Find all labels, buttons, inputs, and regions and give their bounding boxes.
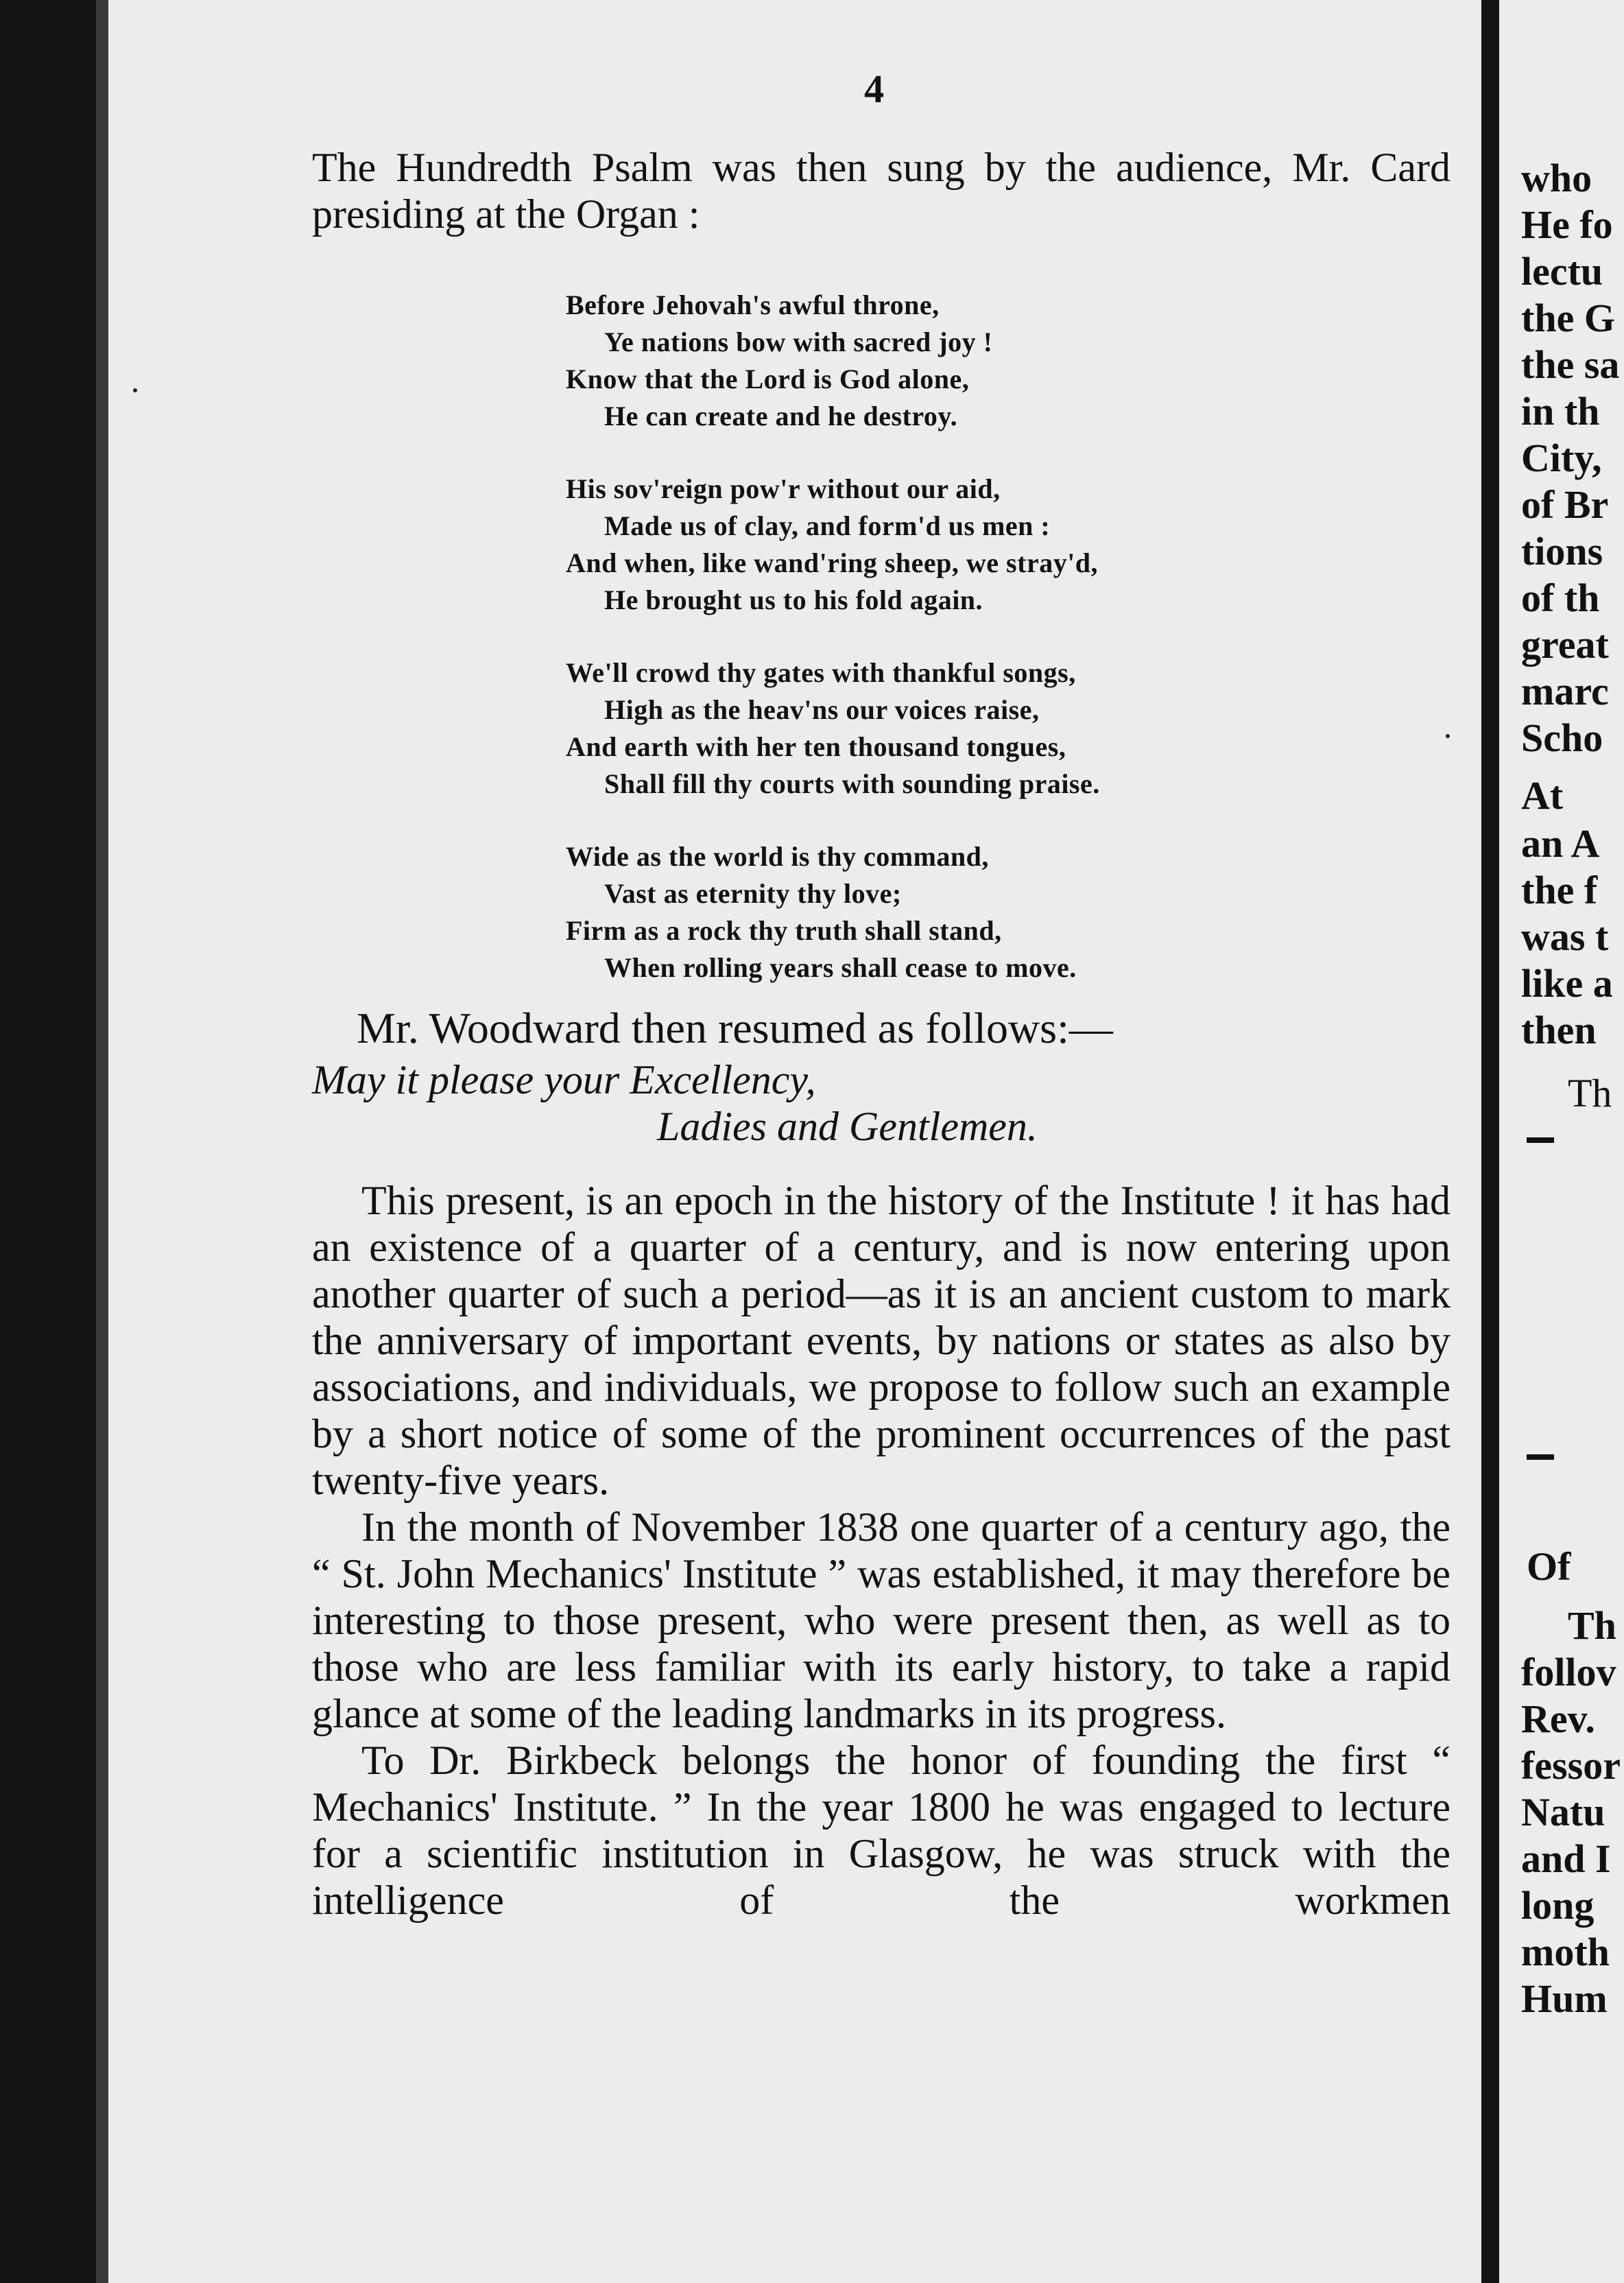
hymn-line: When rolling years shall cease to move. [604, 952, 1077, 983]
facing-line: marc [1521, 669, 1609, 713]
book-spine [0, 0, 96, 2283]
facing-line: an A [1521, 821, 1600, 866]
hymn-line: Vast as eternity thy love; [604, 878, 902, 909]
hymn-line: We'll crowd thy gates with thankful songs, [566, 657, 1076, 688]
facing-line: of th [1521, 576, 1600, 620]
salutation-excellency: May it please your Excellency, [312, 1057, 816, 1102]
facing-line: fessor [1521, 1743, 1621, 1788]
facing-line: in th [1521, 389, 1600, 434]
facing-line: City, [1521, 436, 1602, 480]
facing-line: tions [1521, 529, 1603, 573]
facing-line: He fo [1521, 202, 1613, 247]
facing-line: Hum [1521, 1976, 1608, 2021]
facing-line: the f [1521, 868, 1598, 912]
hymn-line: Know that the Lord is God alone, [566, 364, 970, 394]
hymn-line: Before Jehovah's awful throne, [566, 289, 940, 320]
facing-line: the sa [1521, 342, 1620, 387]
paragraph-founding: In the month of November 1838 one quarter of a century ago, the “ St. John Mechanics' Institute ” was established, it may therefore be interesting to those present, who were present then, as well as to those who are less familiar with its early history, to take a rapid glance at some of the leading landmarks in its progress. [312, 1504, 1450, 1736]
facing-line: Th [1568, 1603, 1616, 1648]
hymn-line: High as the heav'ns our voices raise, [604, 694, 1040, 725]
facing-line: Of [1527, 1544, 1571, 1589]
body-text [312, 1177, 1450, 1924]
facing-page-fragment [1499, 0, 1624, 2283]
facing-line: great [1521, 622, 1609, 667]
facing-line: Rev. [1521, 1696, 1595, 1741]
hymn-line: Shall fill thy courts with sounding praise. [604, 768, 1100, 799]
hymn-line: And when, like wand'ring sheep, we stray'd, [566, 547, 1099, 578]
facing-dash [1527, 1454, 1554, 1460]
page-gutter [1481, 0, 1499, 2283]
facing-line: At [1521, 773, 1564, 818]
facing-line: Th [1568, 1071, 1612, 1115]
facing-line: lectu [1521, 249, 1603, 294]
hymn-stanza [566, 287, 1252, 435]
facing-line: then [1521, 1008, 1597, 1052]
facing-line: long [1521, 1883, 1595, 1928]
hymn-line: His sov'reign pow'r without our aid, [566, 473, 1001, 504]
hymn-stanza [566, 838, 1252, 986]
ink-speck [133, 388, 137, 392]
facing-line: like a [1521, 961, 1613, 1006]
facing-line: the G [1521, 296, 1615, 340]
facing-line: Scho [1521, 715, 1603, 760]
hymn-line: Wide as the world is thy command, [566, 841, 989, 872]
hymn [566, 287, 1252, 1022]
hymn-line: Ye nations bow with sacred joy ! [604, 327, 993, 357]
facing-line: was t [1521, 914, 1609, 959]
hymn-line: Firm as a rock thy truth shall stand, [566, 915, 1002, 946]
resumed-heading: Mr. Woodward then resumed as follows:— [357, 1004, 1113, 1052]
page-edge-shadow [96, 0, 108, 2283]
hymn-line: Made us of clay, and form'd us men : [604, 510, 1051, 541]
hymn-stanza [566, 654, 1252, 803]
facing-line: Natu [1521, 1790, 1605, 1834]
paragraph-epoch: This present, is an epoch in the history of the Institute ! it has had an existence of a quarter of a century, and is now entering upon another quarter of such a period—as it is an ancient custom to mark the anniversary of important events, by nations or states as also by associations, and individuals, we propose to follow such an example by a short notice of some of the prominent occurrences of the past twenty-five years. [312, 1178, 1450, 1503]
hymn-stanza [566, 471, 1252, 619]
facing-dash [1527, 1137, 1554, 1143]
page-number: 4 [864, 67, 884, 111]
facing-line: moth [1521, 1930, 1610, 1974]
facing-line: and I [1521, 1836, 1611, 1881]
intro-paragraph: The Hundredth Psalm was then sung by the audience, Mr. Card presiding at the Organ : [312, 145, 1450, 237]
hymn-line: He can create and he destroy. [604, 401, 958, 431]
facing-line: follov [1521, 1650, 1616, 1694]
ink-speck [1446, 734, 1450, 738]
facing-line: of Br [1521, 482, 1609, 527]
salutation-ladies: Ladies and Gentlemen. [657, 1104, 1038, 1149]
hymn-line: And earth with her ten thousand tongues, [566, 731, 1066, 762]
paragraph-birkbeck: To Dr. Birkbeck belongs the honor of founding the first “ Mechanics' Institute. ” In the year 1800 he was engaged to lecture for a scientific institution in Glasgow, he was struck with the intelligence of the workmen [312, 1738, 1450, 1923]
facing-line: who [1521, 156, 1592, 200]
hymn-line: He brought us to his fold again. [604, 584, 983, 615]
